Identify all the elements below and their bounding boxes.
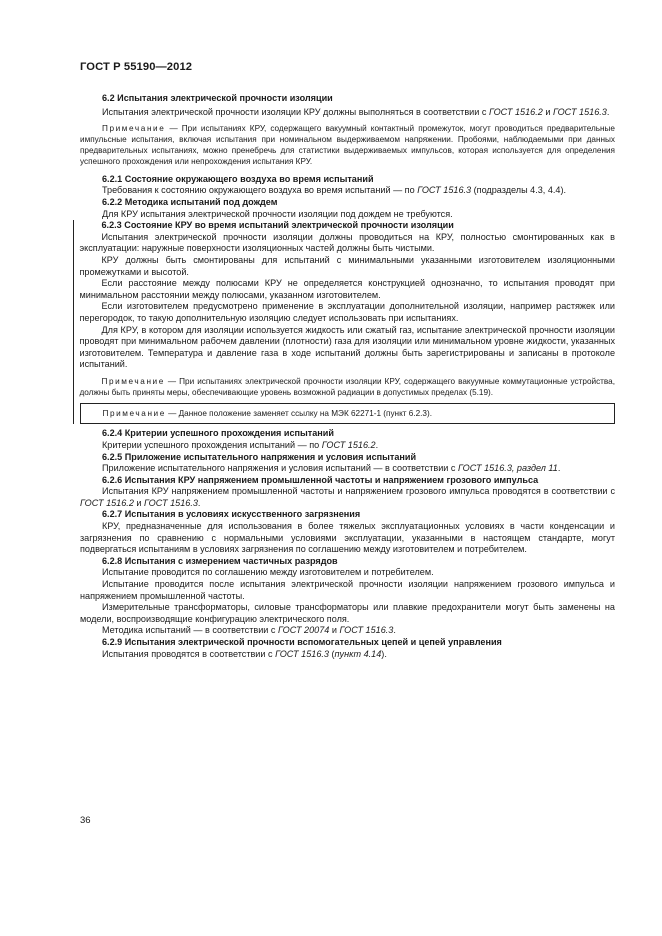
page-number: 36: [80, 815, 91, 826]
text: Критерии успешного прохождения испытаний — по: [102, 439, 322, 450]
section-6-2-6-text: [80, 486, 615, 509]
ref-gost: ГОСТ 1516.2: [321, 439, 376, 450]
ref-gost: ГОСТ 1516.2: [80, 497, 134, 508]
section-6-2-2-title: 6.2.2 Методика испытаний под дождем: [102, 197, 278, 207]
section-6-2-note: [80, 124, 615, 168]
document-header: ГОСТ Р 55190—2012: [80, 61, 193, 73]
replacement-note-box: [80, 403, 616, 425]
text: .: [557, 463, 561, 474]
text: и: [133, 497, 145, 508]
page-content: [80, 93, 615, 660]
section-6-2-9-title: 6.2.9 Испытания электрической прочности вспомогательных цепей и цепей управления: [102, 637, 502, 647]
section-6-2-3-note: [80, 377, 616, 399]
text: Требования к состоянию окружающего воздуха во время испытаний — по: [102, 185, 418, 196]
section-6-2-title: 6.2 Испытания электрической прочности изоляции: [102, 93, 333, 103]
ref-gost: ГОСТ 1516.3: [339, 625, 394, 636]
text: .: [393, 625, 396, 636]
section-6-2-3-paragraph-1: Испытания электрической прочности изоляции должны проводиться на КРУ, полностью смонтированных как в эксплуатации: наружные поверхности изоляционных частей должны быть чистыми.: [79, 231, 615, 254]
section-6-2-7-text: КРУ, предназначенные для использования в более тяжелых эксплуатационных условиях в части конденсации и загрязнения по сравнению с нормальными условиями эксплуатации, указанными в настоящем стандарте, могут подвергаться испытаниям в условиях загрязнения по соглашению между изготовителем и потребителем.: [80, 521, 615, 555]
ref-gost-1516-3: ГОСТ 1516.3: [552, 106, 607, 117]
section-6-2-8-paragraph-3: Измерительные трансформаторы, силовые трансформаторы или плавкие предохранители могут быть заменены на модели, воспроизводящие конфигурацию электрического поля.: [80, 602, 615, 624]
text: (: [328, 648, 335, 659]
text: Испытания КРУ напряжением промышленной частоты и напряжением грозового импульса проводятся в соответствии с: [102, 486, 615, 497]
text: (подразделы 4.3, 4.4).: [471, 185, 567, 196]
section-6-2-paragraph: [80, 107, 615, 119]
ref-gost: ГОСТ 20074: [277, 625, 330, 636]
text: Испытания электрической прочности изоляции КРУ должны выполняться в соответствии с: [102, 106, 489, 117]
section-6-2-3-paragraph-2: КРУ должны быть смонтированы для испытаний с минимальными указанными изготовителем изоляционными промежутками и высотой.: [79, 254, 615, 277]
section-6-2-5-title: 6.2.5 Приложение испытательного напряжения и условия испытаний: [102, 451, 417, 462]
text: Приложение испытательного напряжения и условия испытаний — в соответствии с: [102, 463, 458, 474]
section-6-2-4-text: [80, 440, 615, 452]
text: и: [329, 625, 340, 636]
note-text: — При испытаниях КРУ, содержащего вакуумный контактный промежуток, могут проводиться предварительные импульсные испытания, включая испытания при номинальном выдерживаемом напряжении. Пробоями, наблюдаемыми при данных предварительных испытаниях, можно пренебречь для статистики выдерживаемых импульсов, которая используется для определения успешного прохождения или непрохождения испытания КРУ.: [80, 124, 615, 166]
ref-gost: ГОСТ 1516.3: [275, 648, 329, 659]
section-6-2-2-text: Для КРУ испытания электрической прочности изоляции под дождем не требуются.: [102, 208, 453, 219]
note-label: Примечание: [101, 376, 165, 386]
note-label: Примечание: [102, 408, 166, 418]
section-6-2-1-title: 6.2.1 Состояние окружающего воздуха во время испытаний: [102, 173, 374, 184]
text: Испытания проводятся в соответствии с: [102, 648, 276, 659]
section-6-2-3-paragraph-3: Если расстояние между полюсами КРУ не определяется конструкцией однозначно, то испытания проводят при минимальном расстоянии между полюсами, указанном изготовителем.: [79, 278, 615, 300]
text: .: [375, 439, 379, 450]
note-text: — Данное положение заменяет ссылку на МЭК 62271-1 (пункт 6.2.3).: [165, 408, 432, 418]
text: Методика испытаний — в соответствии с: [102, 625, 278, 636]
ref-gost: ГОСТ 1516.3, раздел 11: [458, 463, 558, 474]
section-6-2-9-text: [80, 649, 615, 661]
text: ).: [381, 648, 387, 659]
ref-gost: ГОСТ 1516.3: [144, 497, 198, 508]
note-text: — При испытаниях электрической прочности изоляции КРУ, содержащего вакуумные коммутационные устройства, должны быть приняты меры, обеспечивающие уровень возможной радиации в допустимых пределах (5.19).: [79, 376, 615, 397]
section-6-2-3-paragraph-4: Если изготовителем предусмотрено применение в эксплуатации дополнительной изоляции, например растяжек или перегородок, то такую дополнительную изоляцию следует использовать при испытаниях.: [79, 301, 615, 323]
note-label: Примечание: [102, 124, 166, 134]
section-6-2-3-paragraph-5: Для КРУ, в котором для изоляции используется жидкость или сжатый газ, испытание электрической прочности изоляции проводят при минимальном рабочем давлении (плотности) газа для изоляции или минимальном уровне жидкости, указанных изготовителем. Температура и давление газа в ходе испытаний должны быть зарегистрированы и записаны в протоколе испытаний.: [79, 324, 615, 370]
ref-gost: ГОСТ 1516.3: [417, 185, 472, 196]
section-6-2-1-text: [80, 185, 615, 197]
section-6-2-6-title: 6.2.6 Испытания КРУ напряжением промышленной частоты и напряжением грозового импульса: [102, 474, 539, 485]
text: .: [606, 106, 610, 117]
section-6-2-7-title: 6.2.7 Испытания в условиях искусственного загрязнения: [102, 509, 361, 520]
text: и: [542, 106, 553, 117]
ref-gost-1516-2: ГОСТ 1516.2: [488, 106, 543, 117]
section-6-2-3-title: 6.2.3 Состояние КРУ во время испытаний электрической прочности изоляции: [101, 220, 454, 231]
section-6-2-8-paragraph-4: [80, 625, 615, 637]
text: .: [197, 497, 201, 508]
section-6-2-5-text: [80, 463, 615, 475]
section-6-2-4-title: 6.2.4 Критерии успешного прохождения испытаний: [102, 428, 334, 439]
ref-clause: пункт 4.14: [334, 648, 382, 659]
change-bar-block: [73, 220, 615, 424]
section-6-2-8-title: 6.2.8 Испытания с измерением частичных разрядов: [102, 555, 338, 566]
section-6-2-8-paragraph-1: Испытание проводится по соглашению между изготовителем и потребителем.: [102, 567, 434, 578]
section-6-2-8-paragraph-2: Испытание проводится после испытания электрической прочности изоляции напряжением грозового импульса и напряжением промышленной частоты.: [80, 579, 615, 601]
